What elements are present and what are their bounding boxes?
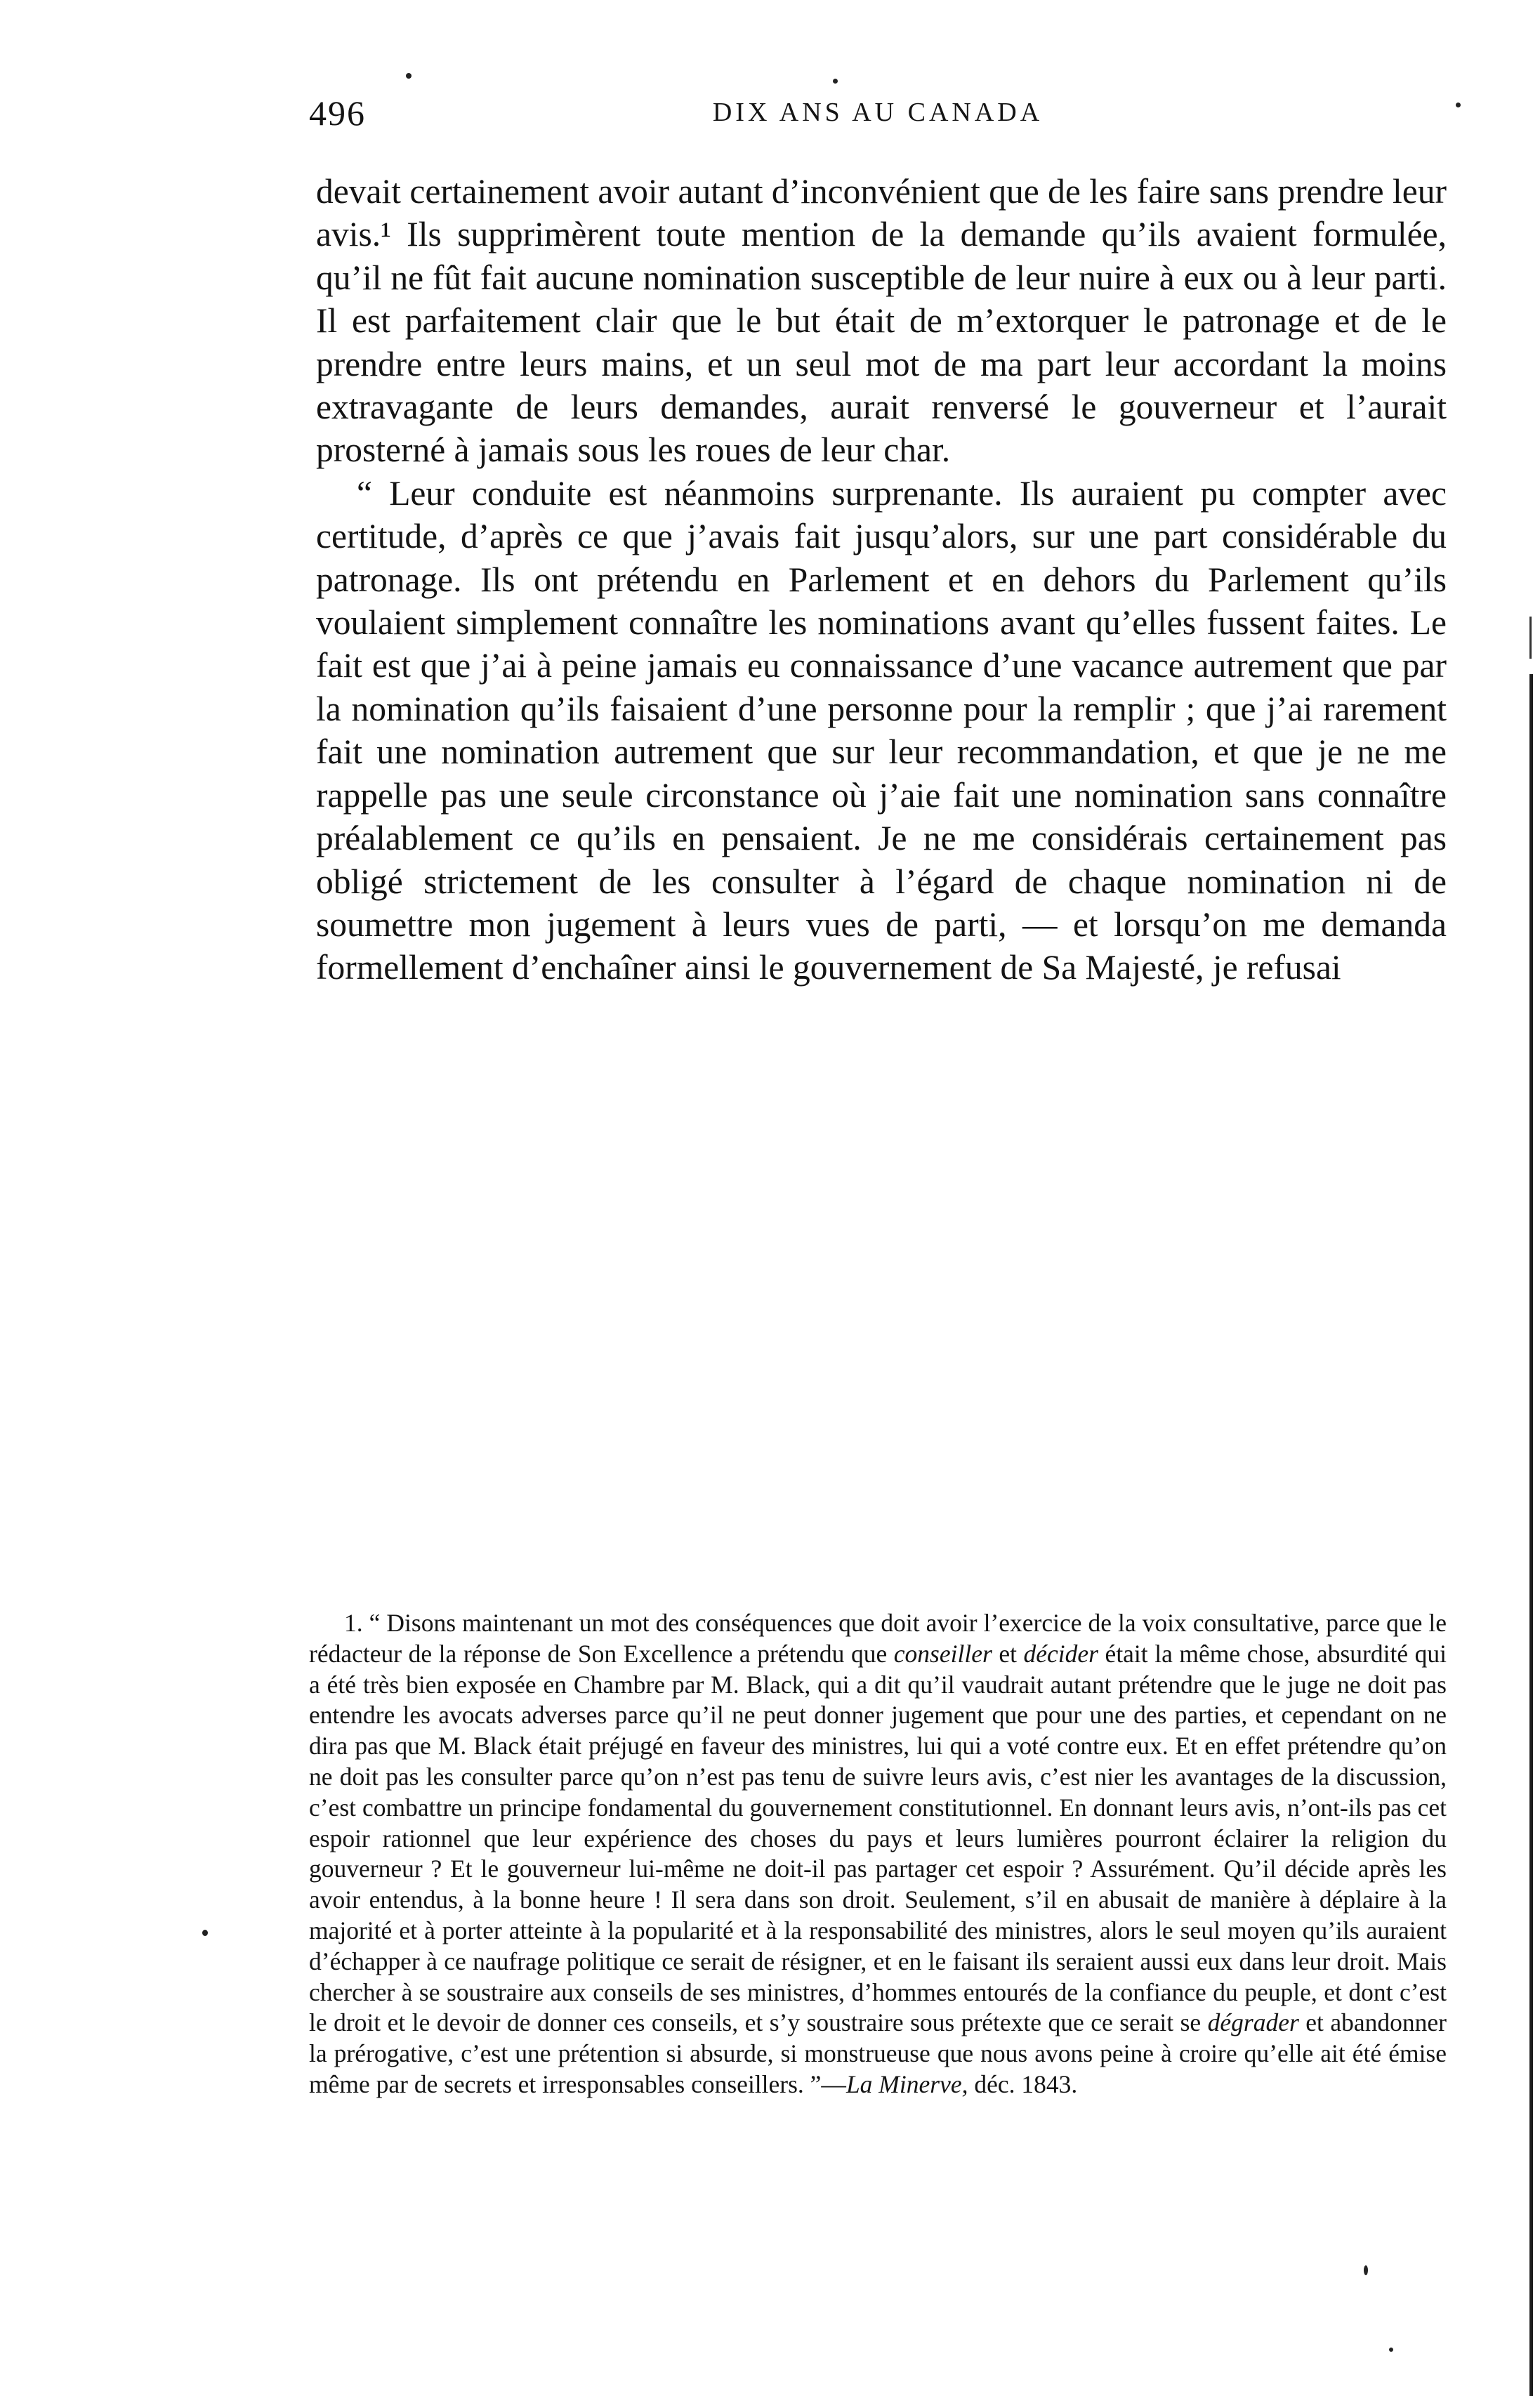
footnote-italic-degrader: dégrader xyxy=(1207,2008,1299,2037)
footnote-part-1: 1. “ Disons maintenant un mot des conséquences que doit avoir l’exercice de la voix consultative, parce que le rédacteur de la réponse de Son Excellence a prétendu que xyxy=(309,1609,1447,1668)
paragraph-quotation: “ Leur conduite est néanmoins surprenante. Ils auraient pu compter avec certitude, d’après ce que j’avais fait jusqu’alors, sur une part considérable du patronage. Ils ont prétendu en Parlement et en dehors du Parlement qu’ils voulaient simplement connaître les nominations avant qu’elles fussent faites. Le fait est que j’ai à peine jamais eu connaissance d’une vacance autrement que par la nomination qu’ils faisaient d’une personne pour la remplir ; que j’ai rarement fait une nomination autrement que sur leur recommandation, et que je ne me rappelle pas une seule circonstance où j’aie fait une nomination sans connaître préalablement ce qu’ils en pensaient. Je ne me considérais certainement pas obligé strictement de les consulter à l’égard de chaque nomination ni de soumettre mon jugement à leurs vues de parti, — et lorsqu’on me demanda formellement d’enchaîner ainsi le gouvernement de Sa Majesté, je refusai xyxy=(316,473,1447,987)
scan-speck xyxy=(833,79,838,84)
footnote-source: La Minerve, xyxy=(845,2069,968,2098)
page-number: 496 xyxy=(309,93,366,133)
scan-speck xyxy=(1389,2348,1393,2352)
scan-speck xyxy=(1456,103,1461,107)
scan-speck xyxy=(1364,2265,1368,2275)
footnote-part-4: et abandonner la prérogative, c’est une prétention si absurde, si monstrueuse que nous avons peine à croire qu’elle ait été émise même par de secrets et irresponsables conseillers. ”— xyxy=(309,2008,1447,2098)
footnote-part-2: et xyxy=(992,1639,1024,1668)
running-title: DIX ANS AU CANADA xyxy=(712,98,1044,127)
scan-speck xyxy=(406,73,412,79)
footnote-text xyxy=(309,1608,1447,2100)
footnote-italic-decider: décider xyxy=(1023,1639,1098,1668)
footnote xyxy=(309,1608,1447,2100)
footnote-part-3: était la même chose, absurdité qui a été très bien exposée en Chambre par M. Black, qui a dit qu’il vaudrait autant prétendre que le juge ne doit pas entendre les avocats adverses parce qu’il ne peut donner jugement que pour une des parties, et cependant on ne dira pas que M. Black était préjugé en faveur des ministres, lui qui a voté contre eux. Et en effet prétendre qu’on ne doit pas les consulter parce qu’on n’est pas tenu de suivre leurs avis, c’est nier les avantages de la discussion, c’est combattre un principe fondamental du gouvernement constitutionnel. En donnant leurs avis, n’ont-ils pas cet espoir rationnel que leur expérience des choses du pays et leurs lumières pourront éclairer la religion du gouverneur ? Et le gouverneur lui-même ne doit-il pas partager cet espoir ? Assurément. Qu’il décide après les avoir entendus, à la bonne heure ! Il sera dans son droit. Seulement, s’il en abusait de manière à déplaire à la majorité et à porter atteinte à la popularité et à la responsabilité des ministres, alors le seul moyen qu’ils auraient d’échapper à ce naufrage politique ce serait de résigner, et en le faisant ils seraient aussi eux dans leur droit. Mais chercher à se soustraire aux conseils de ses ministres, d’hommes entourés de la confiance du peuple, et dont c’est le droit et le devoir de donner ces conseils, et s’y soustraire sous prétexte que ce serait se xyxy=(309,1639,1447,2037)
main-text xyxy=(316,170,1447,989)
footnote-source-date: déc. 1843. xyxy=(968,2069,1078,2098)
footnote-italic-conseiller: conseiller xyxy=(893,1639,992,1668)
scan-edge-line xyxy=(1529,674,1533,2396)
paragraph-continued: devait certainement avoir autant d’inconvénient que de les faire sans prendre leur avis.¹ Ils supprimèrent toute mention de la demande qu’ils avaient formulée, qu’il ne fût fait aucune nomination susceptible de leur nuire à eux ou à leur parti. Il est parfaitement clair que le but était de m’extorquer le patronage et de le prendre entre leurs mains, et un seul mot de ma part leur accordant la moins extravagante de leurs demandes, aurait renversé le gouverneur et l’aurait prosterné à jamais sous les roues de leur char. xyxy=(316,172,1447,470)
scan-edge-line xyxy=(1529,617,1532,659)
scan-speck xyxy=(202,1930,208,1936)
running-head xyxy=(309,93,1447,135)
